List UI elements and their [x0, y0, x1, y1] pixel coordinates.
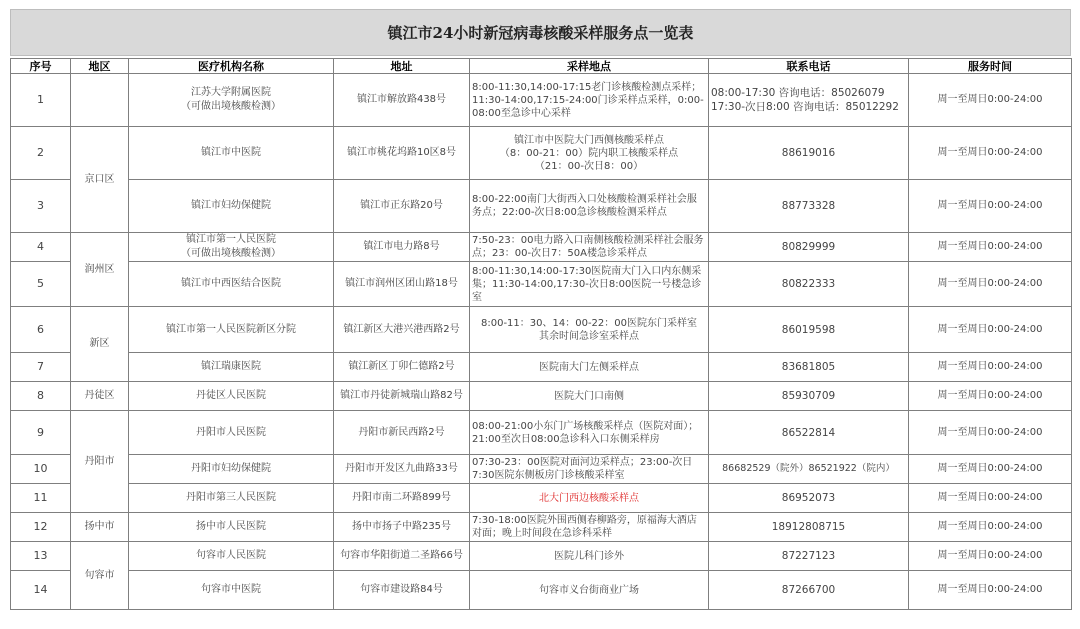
district-cell: 京口区 [71, 127, 129, 233]
phone-cell: 18912808715 [709, 513, 909, 542]
row-no: 1 [11, 74, 71, 127]
hours-cell: 周一至周日0:00-24:00 [909, 382, 1072, 411]
hours-cell: 周一至周日0:00-24:00 [909, 180, 1072, 233]
header-location: 采样地点 [470, 59, 709, 74]
phone-cell: 83681805 [709, 353, 909, 382]
table-row [11, 180, 1072, 233]
table-row [11, 262, 1072, 307]
phone-cell: 86019598 [709, 307, 909, 353]
institution-name: 镇江市第一人民医院新区分院 [129, 307, 334, 353]
address-cell: 扬中市扬子中路235号 [334, 513, 470, 542]
district-cell [71, 74, 129, 127]
table-row [11, 353, 1072, 382]
location-cell: 句容市义台街商业广场 [470, 571, 709, 610]
phone-cell: 86952073 [709, 484, 909, 513]
phone-cell: 86682529（院外）86521922（院内） [709, 455, 909, 484]
hours-cell: 周一至周日0:00-24:00 [909, 513, 1072, 542]
header-institution: 医疗机构名称 [129, 59, 334, 74]
row-no: 10 [11, 455, 71, 484]
hours-cell: 周一至周日0:00-24:00 [909, 411, 1072, 455]
district-cell: 丹徒区 [71, 382, 129, 411]
header-district: 地区 [71, 59, 129, 74]
hours-cell: 周一至周日0:00-24:00 [909, 233, 1072, 262]
location-cell: 07:30-23：00医院对面河边采样点；23:00-次日7:30医院东侧板房门诊核酸采样室 [470, 455, 709, 484]
page-title: 镇江市24小时新冠病毒核酸采样服务点一览表 [387, 24, 694, 42]
header-row [11, 59, 1072, 74]
row-no: 11 [11, 484, 71, 513]
hours-cell: 周一至周日0:00-24:00 [909, 127, 1072, 180]
address-cell: 镇江市丹徒新城瑞山路82号 [334, 382, 470, 411]
row-no: 9 [11, 411, 71, 455]
institution-name: 丹阳市第三人民医院 [129, 484, 334, 513]
institution-name: 扬中市人民医院 [129, 513, 334, 542]
location-cell: 7:30-18:00医院外围西侧春柳路旁，原福海大酒店对面；晚上时间段在急诊科采样 [470, 513, 709, 542]
table-row [11, 233, 1072, 262]
row-no: 14 [11, 571, 71, 610]
location-cell: 医院儿科门诊外 [470, 542, 709, 571]
address-cell: 镇江新区丁卯仁德路2号 [334, 353, 470, 382]
phone-cell: 88619016 [709, 127, 909, 180]
table-row [11, 513, 1072, 542]
address-cell: 镇江市正东路20号 [334, 180, 470, 233]
table-row [11, 484, 1072, 513]
district-cell: 丹阳市 [71, 411, 129, 513]
phone-cell: 85930709 [709, 382, 909, 411]
address-cell: 镇江市桃花坞路10区8号 [334, 127, 470, 180]
sampling-sites-table [10, 58, 1072, 610]
hours-cell: 周一至周日0:00-24:00 [909, 307, 1072, 353]
hours-cell: 周一至周日0:00-24:00 [909, 74, 1072, 127]
institution-name: 镇江市中医院 [129, 127, 334, 180]
row-no: 13 [11, 542, 71, 571]
phone-cell: 80822333 [709, 262, 909, 307]
location-cell: 8:00-11:30,14:00-17:30医院南大门入口内东侧采集；11:30-14:00,17:30-次日8:00医院一号楼急诊室 [470, 262, 709, 307]
header-hours: 服务时间 [909, 59, 1072, 74]
location-cell: 8:00-22:00南门大街西入口处核酸检测采样社会服务点；22:00-次日8:00急诊核酸检测采样点 [470, 180, 709, 233]
header-address: 地址 [334, 59, 470, 74]
institution-name: 镇江市中西医结合医院 [129, 262, 334, 307]
address-cell: 句容市华阳街道二圣路66号 [334, 542, 470, 571]
address-cell: 丹阳市新民西路2号 [334, 411, 470, 455]
row-no: 8 [11, 382, 71, 411]
phone-cell: 80829999 [709, 233, 909, 262]
institution-name: 镇江市妇幼保健院 [129, 180, 334, 233]
address-cell: 镇江市解放路438号 [334, 74, 470, 127]
row-no: 2 [11, 127, 71, 180]
district-cell: 新区 [71, 307, 129, 382]
phone-cell: 88773328 [709, 180, 909, 233]
address-cell: 镇江市电力路8号 [334, 233, 470, 262]
location-cell: 08:00-21:00小东门广场核酸采样点（医院对面）；21:00至次日08:00急诊科入口东侧采样房 [470, 411, 709, 455]
table-row [11, 382, 1072, 411]
row-no: 5 [11, 262, 71, 307]
table-row [11, 127, 1072, 180]
district-cell: 扬中市 [71, 513, 129, 542]
hours-cell: 周一至周日0:00-24:00 [909, 262, 1072, 307]
table-title-bar [10, 9, 1071, 56]
table-row [11, 411, 1072, 455]
hours-cell: 周一至周日0:00-24:00 [909, 353, 1072, 382]
row-no: 3 [11, 180, 71, 233]
table-row [11, 542, 1072, 571]
institution-name: 句容市中医院 [129, 571, 334, 610]
location-cell: 镇江市中医院大门西侧核酸采样点 （8：00-21：00）院内职工核酸采样点 （21：00-次日8：00） [470, 127, 709, 180]
address-cell: 丹阳市开发区九曲路33号 [334, 455, 470, 484]
location-cell: 8:00-11：30、14：00-22：00医院东门采样室 其余时间急诊室采样点 [470, 307, 709, 353]
table-row [11, 571, 1072, 610]
table-row [11, 74, 1072, 127]
institution-name: 江苏大学附属医院 （可做出境核酸检测） [129, 74, 334, 127]
row-no: 6 [11, 307, 71, 353]
institution-name: 丹阳市妇幼保健院 [129, 455, 334, 484]
hours-cell: 周一至周日0:00-24:00 [909, 484, 1072, 513]
header-no: 序号 [11, 59, 71, 74]
institution-name: 镇江瑞康医院 [129, 353, 334, 382]
phone-cell: 86522814 [709, 411, 909, 455]
district-cell: 句容市 [71, 542, 129, 610]
location-cell: 7:50-23：00电力路入口南侧核酸检测采样社会服务点；23：00-次日7：50A楼急诊采样点 [470, 233, 709, 262]
row-no: 7 [11, 353, 71, 382]
row-no: 4 [11, 233, 71, 262]
institution-name: 镇江市第一人民医院 （可做出境核酸检测） [129, 233, 334, 262]
hours-cell: 周一至周日0:00-24:00 [909, 455, 1072, 484]
address-cell: 镇江新区大港兴港西路2号 [334, 307, 470, 353]
row-no: 12 [11, 513, 71, 542]
institution-name: 丹徒区人民医院 [129, 382, 334, 411]
location-cell: 医院南大门左侧采样点 [470, 353, 709, 382]
phone-cell: 08:00-17:30 咨询电话：85026079 17:30-次日8:00 咨询电话：85012292 [709, 74, 909, 127]
location-cell: 北大门西边核酸采样点 [470, 484, 709, 513]
address-cell: 句容市建设路84号 [334, 571, 470, 610]
address-cell: 镇江市润州区团山路18号 [334, 262, 470, 307]
institution-name: 丹阳市人民医院 [129, 411, 334, 455]
header-phone: 联系电话 [709, 59, 909, 74]
district-cell: 润州区 [71, 233, 129, 307]
institution-name: 句容市人民医院 [129, 542, 334, 571]
phone-cell: 87266700 [709, 571, 909, 610]
hours-cell: 周一至周日0:00-24:00 [909, 542, 1072, 571]
location-cell: 医院大门口南侧 [470, 382, 709, 411]
hours-cell: 周一至周日0:00-24:00 [909, 571, 1072, 610]
table-row [11, 455, 1072, 484]
phone-cell: 87227123 [709, 542, 909, 571]
location-cell: 8:00-11:30,14:00-17:15老门诊核酸检测点采样；11:30-14:00,17:15-24:00门诊采样点采样，0:00-08:00至急诊中心采样 [470, 74, 709, 127]
table-row [11, 307, 1072, 353]
address-cell: 丹阳市南二环路899号 [334, 484, 470, 513]
